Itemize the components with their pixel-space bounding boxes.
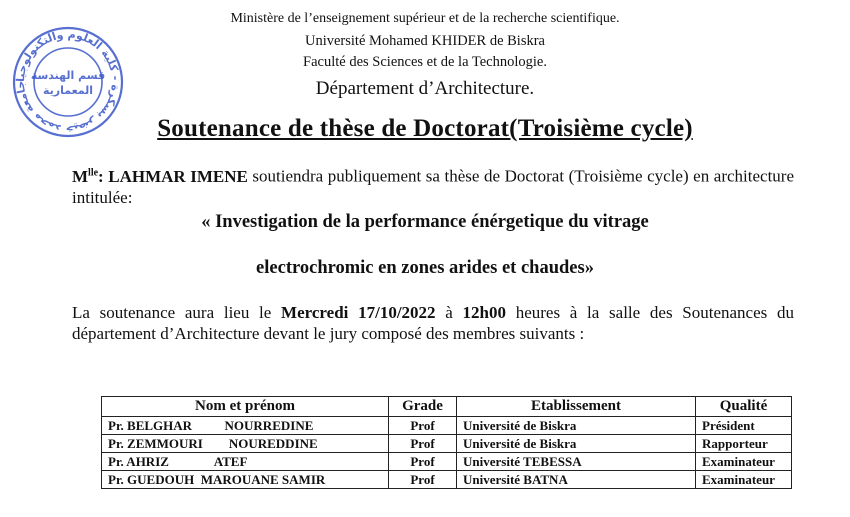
faculty-line: Faculté des Sciences et de la Technologie. bbox=[303, 54, 547, 70]
table-row bbox=[102, 417, 792, 435]
candidate-name: : LAHMAR IMENE bbox=[98, 166, 248, 186]
stamp-center-line2: المعمارية bbox=[42, 84, 94, 97]
header-name: Nom et prénom bbox=[102, 397, 389, 417]
jury-table bbox=[101, 396, 792, 489]
jury-institution: Université BATNA bbox=[457, 471, 696, 489]
header-role: Qualité bbox=[696, 397, 792, 417]
candidate-paragraph bbox=[72, 162, 794, 208]
jury-name: Pr. BELGHAR NOURREDINE bbox=[102, 417, 389, 435]
jury-grade: Prof bbox=[389, 471, 457, 489]
jury-role: Président bbox=[696, 417, 792, 435]
table-row bbox=[102, 453, 792, 471]
defense-time: 12h00 bbox=[462, 303, 506, 322]
announcement-paragraph bbox=[72, 302, 794, 344]
jury-name: Pr. AHRIZ ATEF bbox=[102, 453, 389, 471]
jury-name: Pr. GUEDOUH MAROUANE SAMIR bbox=[102, 471, 389, 489]
thesis-title-line1: « Investigation de la performance énérgetique du vitrage bbox=[201, 212, 649, 232]
table-row bbox=[102, 435, 792, 453]
jury-role: Examinateur bbox=[696, 453, 792, 471]
thesis-title-line2: electrochromic en zones arides et chaudes» bbox=[256, 258, 594, 278]
stamp-ring-text: جامعة محمد خيضر بسكرة - كلية العلوم والتكنولوجيا bbox=[13, 27, 123, 137]
announcement-part3: heures à la salle des Soutenances du département d’Architecture devant le jury composé des membres suivants : bbox=[72, 303, 794, 343]
candidate-prefix: M bbox=[72, 166, 89, 186]
defense-date: Mercredi 17/10/2022 bbox=[281, 303, 436, 322]
header-grade: Grade bbox=[389, 397, 457, 417]
jury-role: Rapporteur bbox=[696, 435, 792, 453]
jury-header-row bbox=[102, 397, 792, 417]
stamp-center-line1: قسم الهندسة bbox=[30, 69, 106, 82]
jury-grade: Prof bbox=[389, 453, 457, 471]
jury-institution: Université de Biskra bbox=[457, 417, 696, 435]
department-line: Département d’Architecture. bbox=[315, 78, 535, 99]
jury-grade: Prof bbox=[389, 417, 457, 435]
candidate-sentence: soutiendra publiquement sa thèse de Doctorat (Troisième cycle) en architecture intitulée: bbox=[72, 166, 794, 207]
candidate-prefix-sup: lle bbox=[88, 167, 99, 178]
jury-name: Pr. ZEMMOURI NOUREDDINE bbox=[102, 435, 389, 453]
university-line: Université Mohamed KHIDER de Biskra bbox=[304, 33, 545, 49]
jury-role: Examinateur bbox=[696, 471, 792, 489]
header-institution: Etablissement bbox=[457, 397, 696, 417]
jury-institution: Université de Biskra bbox=[457, 435, 696, 453]
document-title: Soutenance de thèse de Doctorat(Troisième cycle) bbox=[157, 115, 693, 142]
table-row bbox=[102, 471, 792, 489]
ministry-line: Ministère de l’enseignement supérieur et de la recherche scientifique. bbox=[230, 11, 620, 26]
jury-grade: Prof bbox=[389, 435, 457, 453]
announcement-part2: à bbox=[435, 303, 463, 322]
jury-institution: Université TEBESSA bbox=[457, 453, 696, 471]
announcement-part1: La soutenance aura lieu le bbox=[72, 303, 282, 322]
